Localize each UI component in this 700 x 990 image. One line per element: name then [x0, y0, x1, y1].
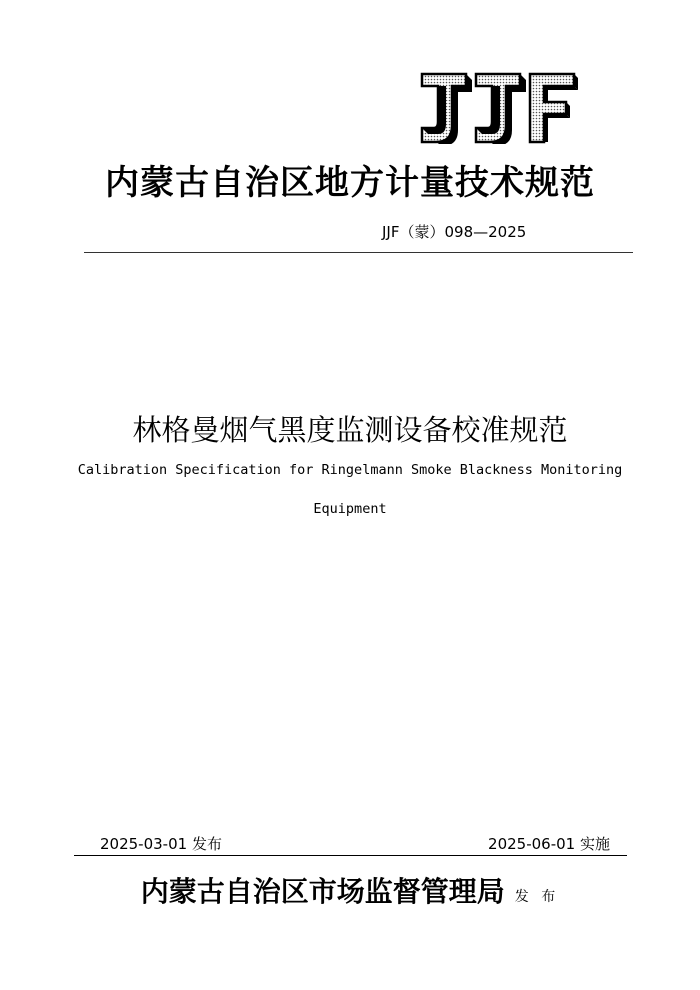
authority-title: 内蒙古自治区地方计量技术规范: [105, 163, 595, 203]
document-title-en-line2: Equipment: [313, 501, 387, 517]
issue-date: 2025-03-01 发布: [100, 835, 222, 853]
publisher-line: [0, 870, 700, 910]
standard-code: JJF（蒙）098—2025: [382, 223, 527, 241]
jjf-logo: [418, 72, 580, 144]
document-title-cn: 林格曼烟气黑度监测设备校准规范: [132, 413, 568, 447]
publisher-name: 内蒙古自治区市场监督管理局: [140, 875, 505, 908]
publish-label: 发 布: [514, 889, 560, 905]
logo-letter-f: [530, 74, 578, 142]
implementation-date: 2025-06-01 实施: [488, 835, 610, 853]
header-divider: [84, 252, 633, 253]
logo-letter-j2: [476, 74, 526, 144]
footer-divider: [74, 855, 627, 856]
logo-letter-j1: [422, 74, 472, 144]
document-title-en-line1: Calibration Specification for Ringelmann Smoke Blackness Monitoring: [77, 462, 623, 478]
